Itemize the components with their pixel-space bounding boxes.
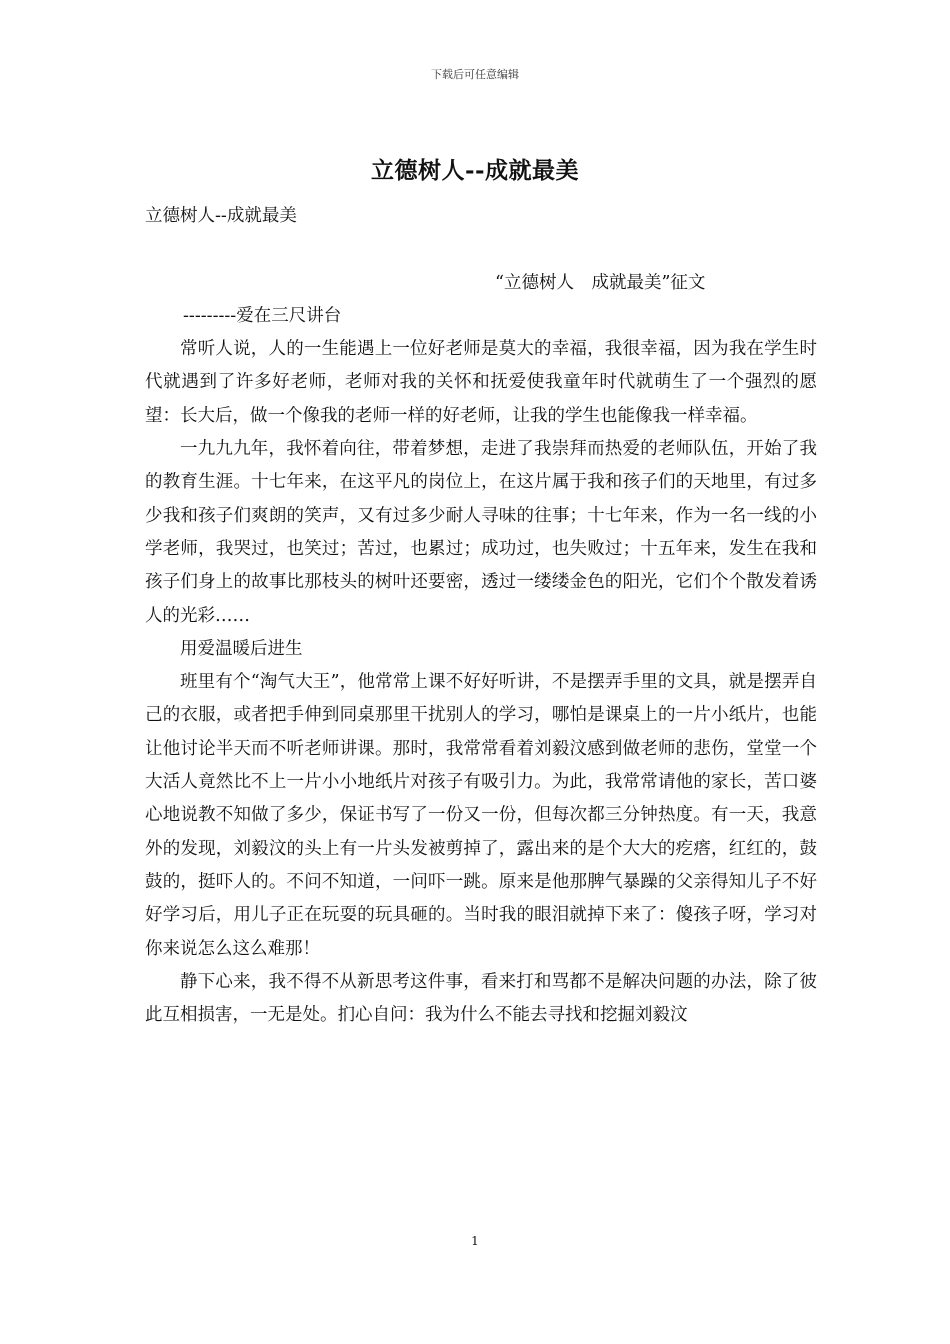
essay-tag: “立德树人 成就最美”征文: [495, 272, 706, 293]
document-title: 立德树人--成就最美: [370, 157, 580, 184]
paragraph-heading: 用爱温暖后进生: [180, 638, 303, 659]
document-body: [145, 200, 817, 1032]
paragraph: 静下心来，我不得不从新思考这件事，看来打和骂都不是解决问题的办法，除了彼此互相损害，一无是处。扪心自问：我为什么不能去寻找和挖掘刘毅汶: [145, 971, 817, 1026]
blank-line: [145, 233, 817, 266]
section-heading: ---------爱在三尺讲台: [183, 305, 342, 326]
paragraph: 一九九九年，我怀着向往，带着梦想，走进了我崇拜而热爱的老师队伍，开始了我的教育生涯。十七年来，在这平凡的岗位上，在这片属于我和孩子们的天地里，有过多少我和孩子们爽朗的笑声，又有过多少耐人寻味的往事；十七年来，作为一名一线的小学老师，我哭过，也笑过；苦过，也累过；成功过，也失败过；十五年来，发生在我和孩子们身上的故事比那枝头的树叶还要密，透过一缕缕金色的阳光，它们个个散发着诱人的光彩……: [145, 439, 817, 626]
document-subtitle: 立德树人--成就最美: [145, 206, 297, 226]
paragraph: 班里有个“淘气大王”，他常常上课不好好听讲，不是摆弄手里的文具，就是摆弄自己的衣服，或者把手伸到同桌那里干扰别人的学习，哪怕是课桌上的一片小纸片，也能让他讨论半天而不听老师讲课。那时，我常常看着刘毅汶感到做老师的悲伤，堂堂一个大活人竟然比不上一片小小地纸片对孩子有吸引力。为此，我常常请他的家长，苦口婆心地说教不知做了多少，保证书写了一份又一份，但每次都三分钟热度。有一天，我意外的发现，刘毅汶的头上有一片头发被剪掉了，露出来的是个大大的疙瘩，红红的，鼓鼓的，挺吓人的。不问不知道，一问吓一跳。原来是他那脾气暴躁的父亲得知儿子不好好学习后，用儿子正在玩耍的玩具砸的。当时我的眼泪就掉下来了：傻孩子呀，学习对你来说怎么这么难那！: [145, 672, 817, 959]
paragraph: 常听人说，人的一生能遇上一位好老师是莫大的幸福，我很幸福，因为我在学生时代就遇到了许多好老师，老师对我的关怀和抚爱使我童年时代就萌生了一个强烈的愿望：长大后，做一个像我的老师一样的好老师，让我的学生也能像我一样幸福。: [145, 339, 817, 426]
page-header: 下载后可任意编辑: [431, 68, 519, 81]
page-number: 1: [471, 1234, 479, 1248]
